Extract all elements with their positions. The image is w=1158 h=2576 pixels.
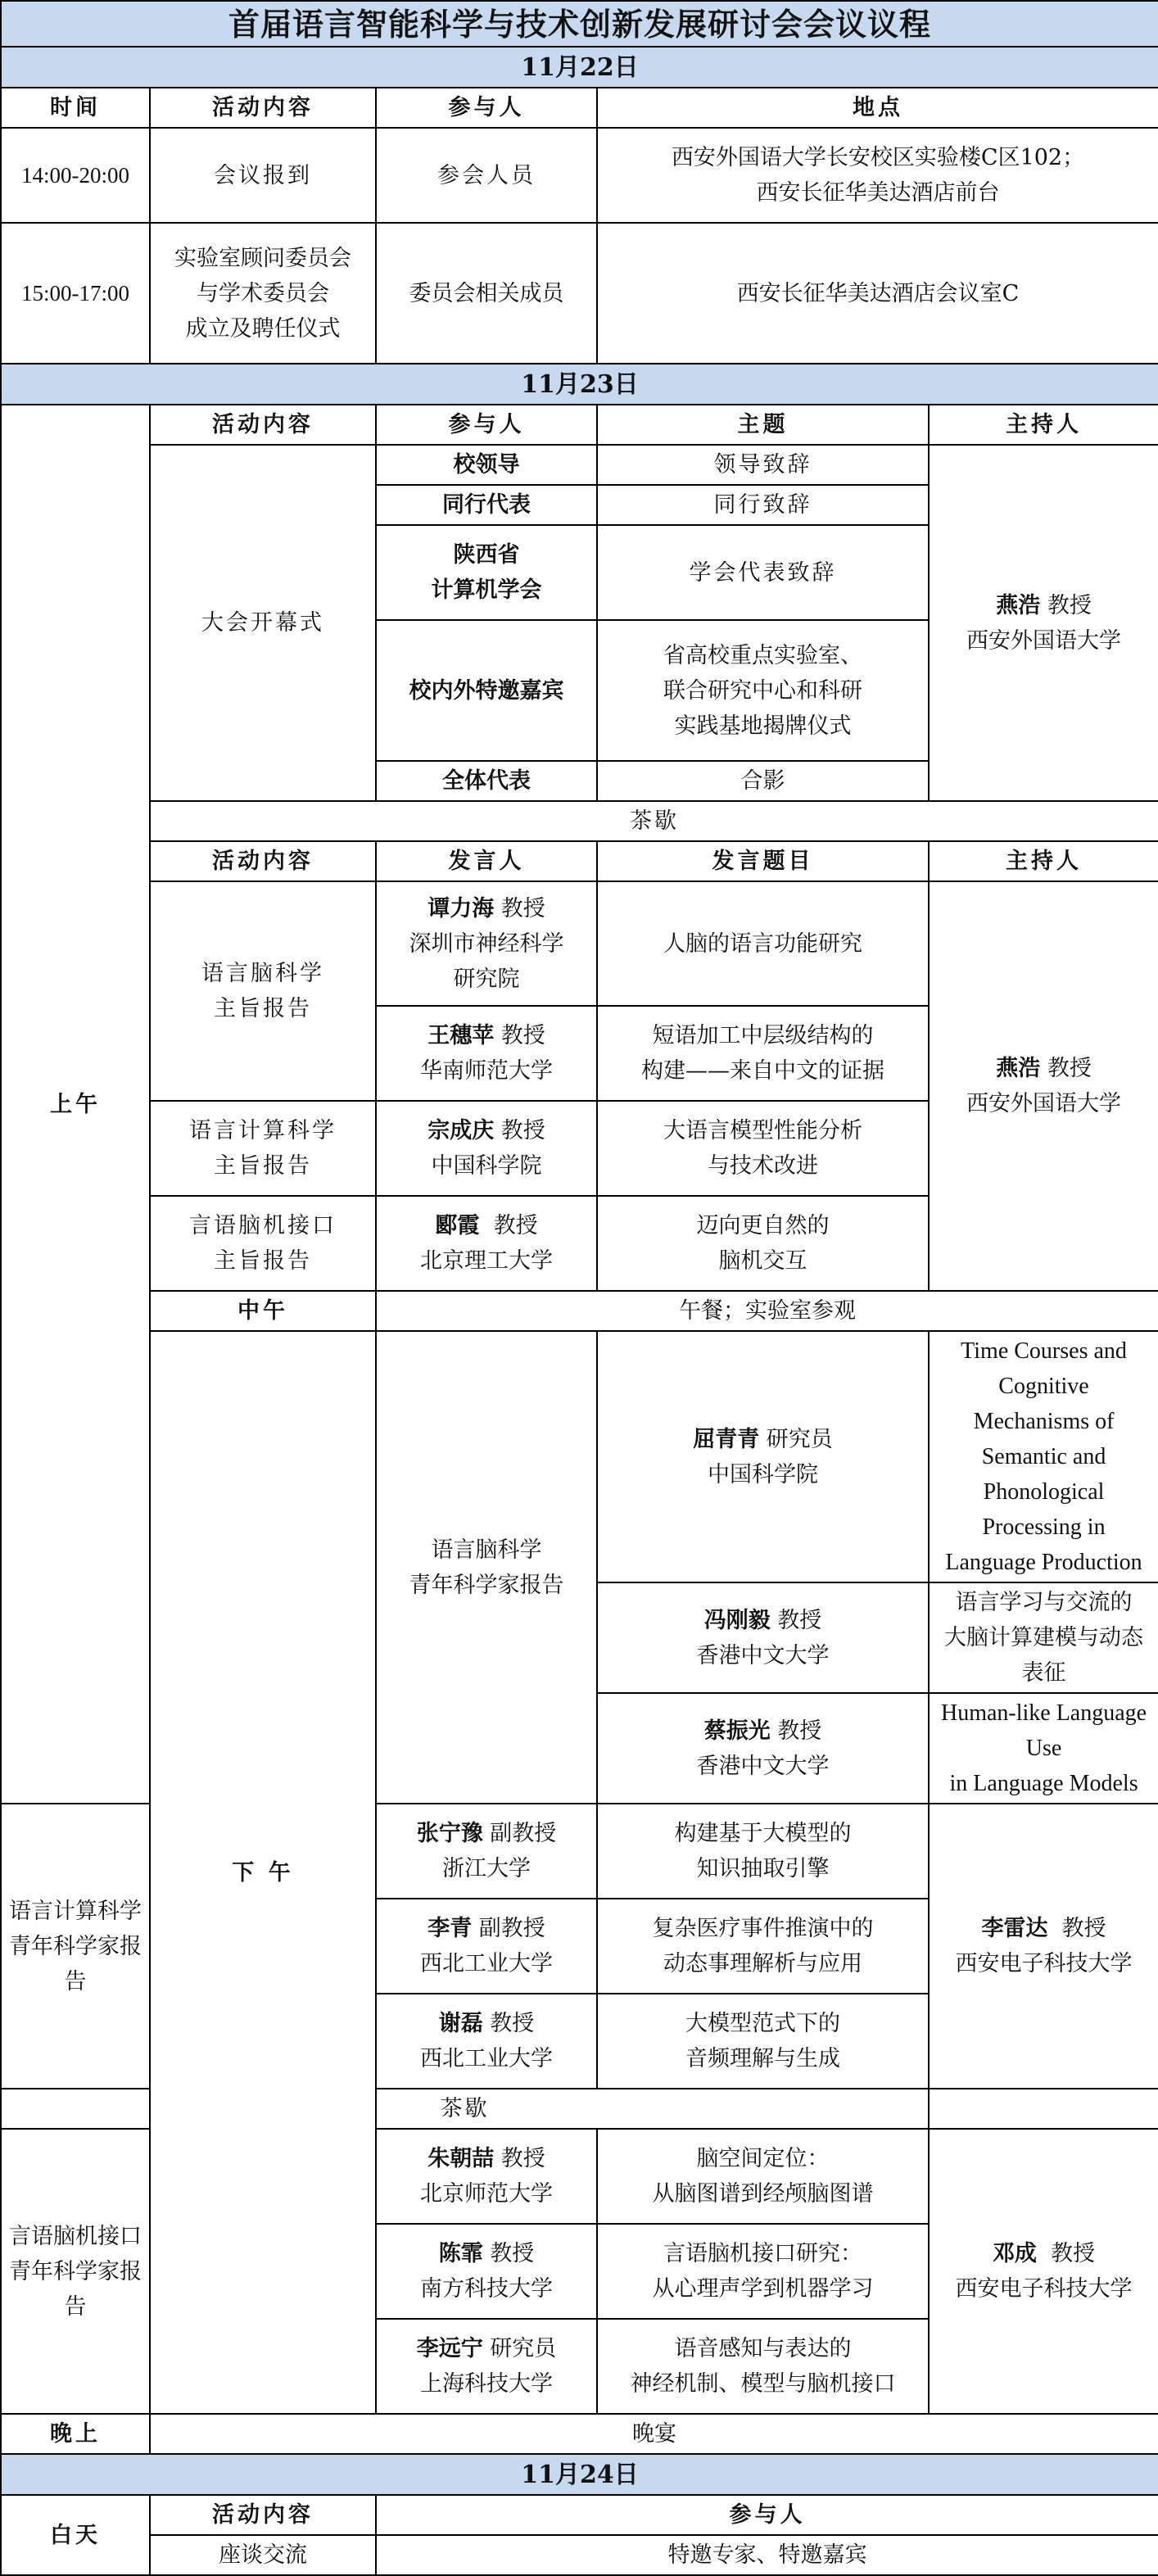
text-line: 复杂医疗事件推演中的 [652,1916,874,1941]
session-activity [1,1804,150,2089]
text-line: 神经机制、模型与脑机接口 [630,2371,896,2397]
row-time: 15:00-17:00 [1,223,150,364]
talk-topic [597,1101,929,1196]
speaker-name: 屈青青 [693,1426,760,1452]
session-host [929,1804,1158,2089]
speaker-name: 王穗苹 [427,1023,495,1048]
speaker-org: 西北工业大学 [420,2046,553,2071]
speaker-line [603,1603,923,1638]
speaker-name: 冯刚毅 [703,1607,771,1633]
tea-break: 茶歇 [150,801,1158,841]
opening-topic [597,485,929,525]
host-org: 西安电子科技大学 [955,2276,1133,2302]
talk-topic [597,1899,929,1994]
speaker-line [382,2331,591,2366]
host-name: 邓成 [992,2241,1037,2266]
noon-activity: 午餐；实验室参观 [376,1291,1158,1331]
text-line: 学会代表致辞 [689,559,837,586]
row-participants: 参会人员 [376,128,597,223]
date-banner-day1: 11月22日 [1,47,1158,88]
host-title: 教授 [1047,1916,1106,1941]
speaker-line [603,1714,923,1749]
header-location: 地点 [597,88,1158,128]
host-name: 燕浩 [996,592,1041,618]
text-line: 主旨报告 [214,1153,312,1179]
date-banner-day2: 11月23日 [1,364,1158,405]
host-line [934,1911,1153,1946]
header-topic: 主题 [597,405,929,445]
session-host [929,2129,1158,2414]
speaker-line [382,891,591,926]
speaker-cell [376,1006,597,1101]
text-line: 会议报到 [214,162,312,188]
text-line: 语言脑科学 [201,961,324,986]
text-line: 计算机学会 [431,577,542,603]
speaker-title: 教授 [770,1607,822,1633]
opening-participant [376,525,597,620]
host-line [934,2236,1153,2271]
text-line: 青年科学家报告 [409,1572,564,1598]
speaker-name: 宗成庆 [427,1118,495,1143]
session-host [929,881,1158,1291]
text-line: 实践基地揭牌仪式 [674,713,852,739]
opening-topic [597,525,929,620]
row-participants: 委员会相关成员 [376,223,597,364]
session-activity [1,2129,150,2414]
speaker-org: 中国科学院 [431,1153,542,1179]
text-line: 校领导 [453,452,520,478]
text-line: 构建——来自中文的证据 [641,1058,884,1084]
speaker-title: 副教授 [482,1821,557,1846]
text-line: Human-like Language Use [940,1700,1147,1761]
host-title: 教授 [1036,2241,1096,2266]
opening-participant [376,620,597,761]
speaker-org: 深圳市神经科学 [409,930,564,957]
speaker-title: 教授 [494,1118,545,1143]
speaker-title: 副教授 [472,1916,545,1941]
opening-host [929,445,1158,801]
speaker-cell [597,1693,929,1804]
talk-topic [597,2319,929,2414]
talk-topic [597,1994,929,2089]
speaker-line [603,1422,923,1457]
text-line: 言语脑机接口研究： [663,2241,862,2266]
speaker-title: 教授 [494,895,545,921]
speaker-name: 朱朝喆 [427,2146,495,2171]
header-activity: 活动内容 [150,2495,376,2535]
period-label-evening: 晚上 [1,2414,150,2454]
period-label-daytime: 白天 [1,2495,150,2575]
host-title: 教授 [1040,592,1092,618]
text-line: Phonological Processing in [982,1479,1106,1540]
header-activity: 活动内容 [150,405,376,445]
text-line: 与技术改进 [708,1153,818,1179]
talk-topic [597,881,929,1006]
text-line: 领导致辞 [713,452,812,478]
talk-topic [597,1006,929,1101]
header-activity: 活动内容 [150,841,376,881]
text-line: 语音感知与表达的 [674,2336,852,2361]
header-participants: 参与人 [376,405,597,445]
opening-topic [597,620,929,761]
text-line: 言语脑机接口 [189,1213,337,1238]
talk-topic [597,2129,929,2224]
text-line: 人脑的语言功能研究 [663,930,862,957]
text-line: 语言学习与交流的 [955,1590,1133,1615]
speaker-title: 教授 [494,2146,545,2171]
text-line: Mechanisms of Semantic and [973,1409,1115,1469]
text-line: 语言计算科学 [189,1118,337,1143]
text-line: 音频理解与生成 [685,2046,840,2071]
header-time: 时间 [1,88,150,128]
text-line: 西安外国语大学长安校区实验楼C区102； [671,145,1085,170]
row-activity [150,128,376,223]
opening-participant [376,445,597,485]
text-line: 脑机交互 [718,1248,807,1274]
talk-topic [929,1331,1158,1582]
header-talk-title: 发言题目 [597,841,929,881]
speaker-org: 北京师范大学 [420,2181,553,2207]
speaker-title: 研究员 [482,2336,557,2361]
speaker-name: 蔡振光 [703,1718,771,1744]
text-line: 青年科学家报告 [9,1933,142,1994]
speaker-title: 教授 [770,1718,822,1744]
speaker-org: 华南师范大学 [420,1058,553,1084]
speaker-title: 教授 [479,1213,538,1238]
evening-activity: 晚宴 [150,2414,1158,2454]
speaker-line [382,1911,591,1946]
speaker-cell [376,2224,597,2319]
speaker-line [382,2236,591,2271]
header-activity: 活动内容 [150,88,376,128]
header-host: 主持人 [929,841,1158,881]
speaker-org: 研究院 [453,966,520,992]
text-line: 知识抽取引擎 [696,1856,830,1881]
speaker-org: 西北工业大学 [420,1951,553,1976]
text-line: 省高校重点实验室、 [663,642,862,668]
host-line [934,588,1153,623]
host-name: 李雷达 [981,1916,1048,1941]
opening-topic [597,445,929,485]
talk-topic [597,1804,929,1899]
page-title: 首届语言智能科学与技术创新发展研讨会会议议程 [1,1,1158,47]
text-line: 构建基于大模型的 [674,1821,852,1846]
text-line: 青年科学家报告 [9,2258,142,2320]
host-line [934,1051,1153,1086]
session-activity [150,881,376,1101]
speaker-name: 郾霞 [435,1213,480,1238]
text-line: in Language Models [949,1771,1138,1796]
host-name: 燕浩 [996,1056,1041,1081]
speaker-cell [376,2129,597,2224]
text-line: 动态事理解析与应用 [663,1951,862,1976]
text-line: Time Courses and Cognitive [961,1338,1127,1399]
text-line: 陕西省 [453,542,520,568]
text-line: 西安长征华美达酒店前台 [756,180,1000,206]
date-banner-day3: 11月24日 [1,2454,1158,2495]
speaker-org: 南方科技大学 [420,2276,553,2302]
day3-participants: 特邀专家、特邀嘉宾 [376,2535,1158,2575]
speaker-cell [597,1582,929,1693]
speaker-org: 浙江大学 [442,1856,531,1881]
period-label-morning: 上午 [1,405,150,1804]
speaker-cell [376,1994,597,2089]
text-line: 迈向更自然的 [696,1213,830,1238]
speaker-line [382,2141,591,2176]
period-label-noon: 中午 [150,1291,376,1331]
speaker-name: 谢磊 [438,2011,483,2036]
talk-topic [597,2224,929,2319]
text-line: 大脑计算建模与动态表征 [944,1625,1144,1686]
speaker-name: 谭力海 [427,895,495,921]
speaker-title: 教授 [482,2011,535,2036]
speaker-line [382,1816,591,1851]
session-activity [150,1196,376,1291]
text-line: 从脑图谱到经颅脑图谱 [652,2181,874,2207]
speaker-name: 李青 [427,1916,473,1941]
row-location [597,128,1158,223]
talk-topic [929,1582,1158,1693]
speaker-line [382,1113,591,1148]
tea-break: 茶歇 [1,2089,929,2129]
host-title: 教授 [1040,1056,1092,1081]
speaker-cell [376,881,597,1006]
speaker-cell [376,1101,597,1196]
text-line: 同行致辞 [713,492,812,518]
day3-activity: 座谈交流 [150,2535,376,2575]
host-org: 西安外国语大学 [966,627,1122,654]
text-line: 联合研究中心和科研 [663,677,862,704]
text-line: 实验室顾问委员会 [174,245,351,271]
text-line: 语言脑科学 [431,1537,542,1563]
speaker-org: 香港中文大学 [696,1753,830,1779]
text-line: 大语言模型性能分析 [663,1118,862,1143]
text-line: 合影 [740,768,785,794]
header-participants: 参与人 [376,88,597,128]
speaker-org: 香港中文大学 [696,1642,830,1668]
text-line: 西安长征华美达酒店会议室C [736,280,1020,306]
text-line: 从心理声学到机器学习 [652,2276,874,2302]
host-org: 西安外国语大学 [966,1091,1122,1116]
text-line: 脑空间定位： [696,2146,830,2171]
speaker-line [382,1208,591,1243]
text-line: 言语脑机接口 [9,2223,142,2249]
speaker-name: 陈霏 [438,2241,483,2266]
speaker-org: 上海科技大学 [420,2371,553,2397]
opening-participant [376,485,597,525]
speaker-line [382,2006,591,2041]
header-participants: 参与人 [376,2495,1158,2535]
speaker-line [382,1018,591,1053]
text-line: 同行代表 [442,492,531,518]
text-line: 校内外特邀嘉宾 [409,677,564,704]
talk-topic [929,1693,1158,1804]
text-line: 短语加工中层级结构的 [652,1023,874,1048]
opening-activity: 大会开幕式 [150,445,376,801]
text-line: 主旨报告 [214,996,312,1021]
text-line: 语言计算科学 [9,1898,142,1924]
talk-topic [597,1196,929,1291]
row-time: 14:00-20:00 [1,128,150,223]
row-activity [150,223,376,364]
speaker-cell [376,1899,597,1994]
row-location [597,223,1158,364]
session-activity [150,1101,376,1196]
session-activity [376,1331,597,1804]
speaker-cell [376,1804,597,1899]
text-line: Language Production [945,1550,1142,1575]
speaker-cell [376,1196,597,1291]
speaker-title: 教授 [494,1023,545,1048]
header-host: 主持人 [929,405,1158,445]
speaker-org: 中国科学院 [708,1461,818,1487]
speaker-cell [597,1331,929,1582]
text-line: 主旨报告 [214,1248,312,1274]
period-label-afternoon: 下 午 [150,1331,376,2414]
header-speaker: 发言人 [376,841,597,881]
opening-topic [597,761,929,801]
text-line: 成立及聘任仪式 [185,315,341,342]
host-org: 西安电子科技大学 [955,1951,1133,1976]
speaker-cell [376,2319,597,2414]
speaker-title: 研究员 [759,1426,833,1452]
speaker-name: 李远宁 [416,2336,483,2361]
text-line: 与学术委员会 [197,280,329,306]
text-line: 全体代表 [442,768,531,794]
speaker-org: 北京理工大学 [420,1248,553,1274]
opening-participant [376,761,597,801]
text-line: 大模型范式下的 [685,2011,840,2036]
speaker-title: 教授 [482,2241,535,2266]
speaker-name: 张宁豫 [416,1821,483,1846]
